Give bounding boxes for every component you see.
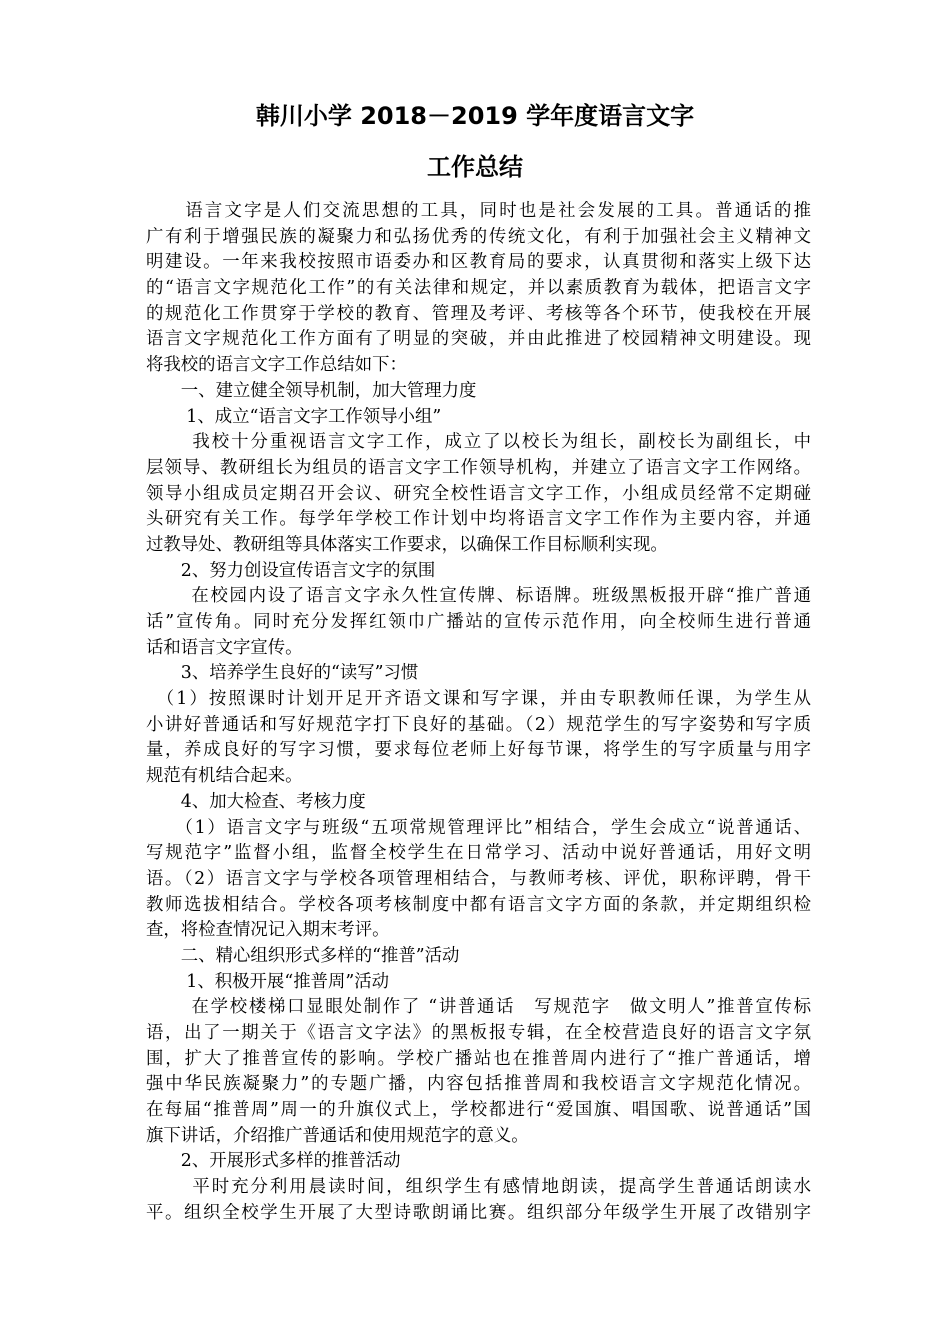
- subsection-heading: 2、努力创设宣传语言文字的氛围: [146, 560, 436, 581]
- text-line: 在每届“推普周”周一的升旗仪式上，学校都进行“爱国旗、唱国歌、说普通话”国: [146, 1100, 811, 1121]
- document-body: [146, 199, 811, 1227]
- text-line: 语。（2）语言文字与学校各项管理相结合，与教师考核、评优，职称评聘，骨干: [146, 868, 811, 889]
- text-line: 语，出了一期关于《语言文字法》的黑板报专辑，在全校营造良好的语言文字氛: [146, 1023, 811, 1043]
- subsection-heading: 2、开展形式多样的推普活动: [146, 1151, 401, 1172]
- text-line: 旗下讲话，介绍推广普通话和使用规范字的意义。: [146, 1125, 529, 1146]
- text-line: 平时充分利用晨读时间，组织学生有感情地朗读，提高学生普通话朗读水: [146, 1177, 811, 1198]
- text-line: 语言文字规范化工作方面有了明显的突破，并由此推进了校园精神文明建设。现: [146, 329, 811, 350]
- text-line: 领导小组成员定期召开会议、研究全校性语言文字工作，小组成员经常不定期碰: [146, 483, 811, 504]
- document-title: 韩川小学 2018－2019 学年度语言文字: [255, 102, 695, 130]
- text-line: 围，扩大了推普宣传的影响。学校广播站也在推普周内进行了“推广普通话，增: [146, 1048, 811, 1069]
- text-line: 话和语言文字宣传。: [146, 637, 303, 658]
- subsection-heading: 1、积极开展“推普周”活动: [146, 971, 390, 992]
- text-line: 教师选拔相结合。学校各项考核制度中都有语言文字方面的条款，并定期组织检: [146, 894, 811, 915]
- text-line: 量，养成良好的写字习惯，要求每位老师上好每节课，将学生的写字质量与用字: [146, 740, 811, 761]
- text-line: 写规范字”监督小组，监督全校学生在日常学习、活动中说好普通话，用好文明: [146, 843, 811, 864]
- text-line: 在学校楼梯口显眼处制作了 “讲普通话 写规范字 做文明人”推普宣传标: [146, 997, 811, 1018]
- text-line: 明建设。一年来我校按照市语委办和区教育局的要求，认真贯彻和落实上级下达: [146, 252, 811, 273]
- subsection-heading: 3、培养学生良好的“读写”习惯: [146, 663, 419, 684]
- text-line: 强中华民族凝聚力”的专题广播，内容包括推普周和我校语言文字规范化情况。: [146, 1074, 811, 1095]
- text-line: 的规范化工作贯穿于学校的教育、管理及考评、考核等各个环节，使我校在开展: [146, 303, 811, 324]
- document-subtitle: 工作总结: [427, 153, 523, 181]
- text-line: 过教导处、教研组等具体落实工作要求，以确保工作目标顺利实现。: [146, 534, 668, 555]
- text-line: （1）语言文字与班级“五项常规管理评比”相结合，学生会成立“说普通话、: [146, 817, 811, 838]
- text-line: （1）按照课时计划开足开齐语文课和写字课，并由专职教师任课，为学生从: [146, 689, 811, 710]
- section-heading: 一、建立健全领导机制，加大管理力度: [146, 380, 477, 401]
- text-line: 在校园内设了语言文字永久性宣传牌、标语牌。班级黑板报开辟“推广普通: [146, 586, 811, 607]
- text-line: 小讲好普通话和写好规范字打下良好的基础。（2）规范学生的写字姿势和写字质: [146, 714, 811, 735]
- text-line: 广有利于增强民族的凝聚力和弘扬优秀的传统文化，有利于加强社会主义精神文: [146, 226, 811, 247]
- subsection-heading: 4、加大检查、考核力度: [146, 791, 366, 812]
- subsection-heading: 1、成立“语言文字工作领导小组”: [146, 406, 442, 427]
- text-line: 查，将检查情况记入期末考评。: [146, 920, 390, 941]
- text-line: 语言文字是人们交流思想的工具，同时也是社会发展的工具。普通话的推: [146, 201, 811, 221]
- text-line: 将我校的语言文字工作总结如下：: [146, 355, 407, 376]
- text-line: 的“语言文字规范化工作”的有关法律和规定，并以素质教育为载体，把语言文字: [146, 278, 811, 299]
- text-line: 话”宣传角。同时充分发挥红领巾广播站的宣传示范作用，向全校师生进行普通: [146, 612, 811, 632]
- text-line: 规范有机结合起来。: [146, 766, 303, 787]
- text-line: 我校十分重视语言文字工作，成立了以校长为组长，副校长为副组长，中: [146, 432, 811, 453]
- text-line: 头研究有关工作。每学年学校工作计划中均将语言文字工作作为主要内容，并通: [146, 509, 811, 530]
- text-line: 平。组织全校学生开展了大型诗歌朗诵比赛。组织部分年级学生开展了改错别字: [146, 1202, 811, 1223]
- section-heading: 二、精心组织形式多样的“推普”活动: [146, 945, 460, 966]
- text-line: 层领导、教研组长为组员的语言文字工作领导机构，并建立了语言文字工作网络。: [146, 457, 811, 478]
